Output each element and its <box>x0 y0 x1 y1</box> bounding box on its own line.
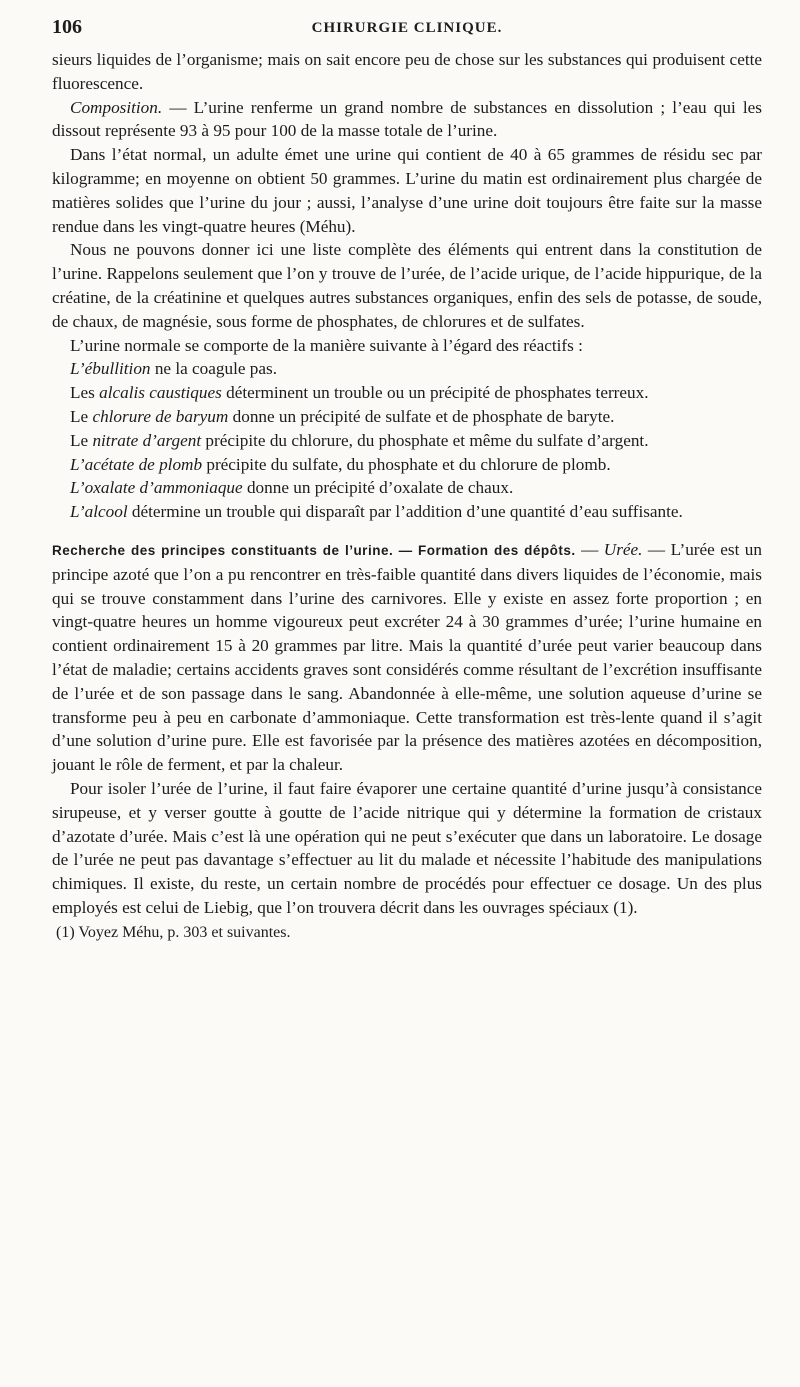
term-italic: L’acétate de plomb <box>70 454 203 474</box>
paragraph-recherche <box>52 538 762 777</box>
paragraph-ebullition <box>52 357 762 381</box>
paragraph-continuation <box>52 48 762 96</box>
paragraph-text: Dans l’état normal, un adulte émet une urine qui contient de 40 à 65 grammes de résidu sec par kilogramme; en moyenne on obtient 50 grammes. L’urine du matin est ordinairement plus chargée de matières solides que l’urine du jour ; aussi, l’analyse d’une urine doit toujours être faite sur la masse rendue dans les vingt-quatre heures (Méhu). <box>52 145 762 236</box>
footnote: (1) Voyez Méhu, p. 303 et suivantes. <box>56 923 291 941</box>
paragraph-composition <box>52 96 762 144</box>
paragraph-reactifs <box>52 334 762 358</box>
paragraph-text: précipite du sulfate, du phosphate et du chlorure de plomb. <box>202 454 611 474</box>
paragraph-nitrate <box>52 429 762 453</box>
page-number: 106 <box>52 16 82 38</box>
paragraph-text: Le <box>70 430 93 450</box>
paragraph-text: Nous ne pouvons donner ici une liste complète des éléments qui entrent dans la constitution de l’urine. Rappelons seulement que l’on y trouve de l’urée, de l’acide urique, de l’acide hippurique, de la créatine, de la créatinine et quelques autres substances organiques, enfin des sels de potasse, de soude, de chaux, de magnésie, sous forme de phosphates, de chlorures et de sulfates. <box>52 240 762 331</box>
paragraph-isoler-uree <box>52 777 762 920</box>
paragraph-text: ne la coagule pas. <box>150 359 277 379</box>
paragraph-text: Le <box>70 406 93 426</box>
section-heading-composition: Composition. <box>70 97 163 117</box>
term-italic: chlorure de baryum <box>92 406 229 426</box>
paragraph-text: Les <box>70 383 100 403</box>
paragraph-constitution <box>52 238 762 333</box>
running-title: CHIRURGIE CLINIQUE. <box>311 20 503 36</box>
term-italic: L’ébullition <box>70 359 151 379</box>
term-italic: nitrate d’argent <box>92 430 202 450</box>
paragraph-text: sieurs liquides de l’organisme; mais on sait encore peu de chose sur les substances qui produisent cette fluorescence. <box>52 50 762 93</box>
paragraph-text: détermine un trouble qui disparaît par l’addition d’une quantité d’eau suffisante. <box>127 502 683 522</box>
section-heading-recherche: Recherche des principes constituants de l’urine. — Formation des dépôts. <box>52 542 576 558</box>
paragraph-text: — L’urée est un principe azoté que l’on a pu rencontrer en très-faible quantité dans divers liquides de l’économie, mais qui se trouve constamment dans l’urine des carnivores. Elle y existe en assez forte proportion ; en vingt-quatre heures un homme vigoureux peut excréter 24 à 30 grammes d’urée; l’urine humaine en contient ordinairement 15 à 20 grammes par litre. Mais la quantité d’urée peut varier beaucoup dans l’état de maladie; certains accidents graves sont considérés comme résultant de l’excrétion insuffisante de l’urée et de son passage dans le sang. Abandonnée à elle-même, une solution aqueuse d’urine se transforme peu à peu en carbonate d’ammoniaque. Cette transformation est très-lente quand il s’agit d’une solution d’urine pure. Elle est favorisée par la présence des matières azotées en décomposition, jouant le rôle de ferment, et par la chaleur. <box>52 539 762 775</box>
paragraph-text: donne un précipité de sulfate et de phosphate de baryte. <box>228 406 615 426</box>
term-italic: Urée. <box>603 539 643 559</box>
body-text <box>52 48 762 920</box>
paragraph-text: — L’urine renferme un grand nombre de substances en dissolution ; l’eau qui les dissout représente 93 à 95 pour 100 de la masse totale de l’urine. <box>52 97 762 141</box>
paragraph-text: donne un précipité d’oxalate de chaux. <box>242 478 514 498</box>
paragraph-text: Pour isoler l’urée de l’urine, il faut faire évaporer une certaine quantité d’urine jusqu’à consistance sirupeuse, et y verser goutte à goutte de l’acide nitrique qui y détermine la formation de cristaux d’azotate d’urée. Mais c’est là une opération qui ne peut s’exécuter que dans un laboratoire. Le dosage de l’urée ne peut pas davantage s’effectuer au lit du malade et nécessite l’habitude des manipulations chimiques. Il existe, du reste, un certain nombre de procédés pour effectuer ce dosage. Un des plus employés est celui de Liebig, que l’on trouvera décrit dans les ouvrages spéciaux (1). <box>52 778 762 917</box>
page-header <box>52 14 762 48</box>
term-italic: L’alcool <box>70 502 128 522</box>
paragraph-oxalate <box>52 476 762 500</box>
paragraph-text: précipite du chlorure, du phosphate et même du sulfate d’argent. <box>201 430 649 450</box>
paragraph-acetate <box>52 453 762 477</box>
paragraph-text: — <box>575 539 604 559</box>
paragraph-text: déterminent un trouble ou un précipité de phosphates terreux. <box>221 383 649 403</box>
paragraph-alcool <box>52 500 762 524</box>
term-italic: alcalis caustiques <box>99 383 222 403</box>
paragraph-alcalis <box>52 381 762 405</box>
paragraph-text: L’urine normale se comporte de la manière suivante à l’égard des réactifs : <box>70 335 583 355</box>
term-italic: L’oxalate d’ammoniaque <box>70 478 243 498</box>
paragraph-chlorure <box>52 405 762 429</box>
paragraph-normal-state <box>52 143 762 238</box>
